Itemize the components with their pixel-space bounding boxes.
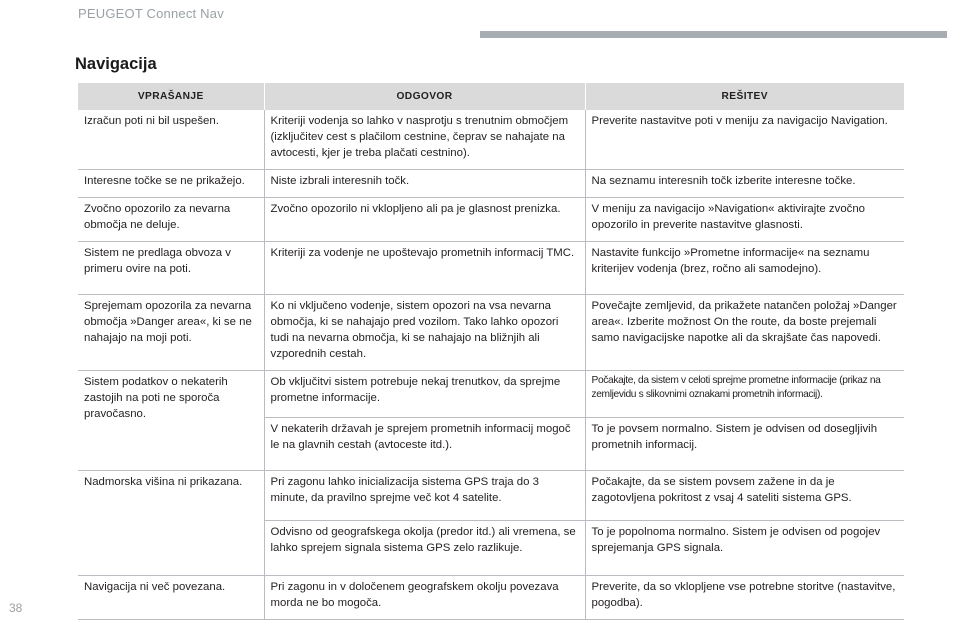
question-cell: Sistem podatkov o nekaterih zastojih na poti ne sporoča pravočasno. [78,371,264,471]
question-cell: Nadmorska višina ni prikazana. [78,471,264,576]
column-header-answer: ODGOVOR [264,83,585,110]
table-row [78,170,904,198]
question-cell: Navigacija ni več povezana. [78,576,264,620]
solution-cell: Nastavite funkcijo »Prometne informacije« na seznamu kriterijev vodenja (brez, ročno ali samodejno). [585,242,904,295]
column-header-question: VPRAŠANJE [78,83,264,110]
solution-cell: Na seznamu interesnih točk izberite interesne točke. [585,170,904,198]
answer-cell: Zvočno opozorilo ni vklopljeno ali pa je glasnost prenizka. [264,198,585,242]
solution-cell: To je povsem normalno. Sistem je odvisen od dosegljivih prometnih informacij. [585,418,904,471]
table-header-row [78,83,904,110]
solution-cell: To je popolnoma normalno. Sistem je odvisen od pogojev sprejemanja GPS signala. [585,521,904,576]
table-row [78,371,904,418]
table-row [78,110,904,170]
answer-cell: Kriteriji vodenja so lahko v nasprotju s trenutnim območjem (izključitev cest s plačilom cestnine, čeprav se nahajate na avtocesti, kjer je treba plačati cestnino). [264,110,585,170]
answer-cell: Pri zagonu in v določenem geografskem okolju povezava morda ne bo mogoča. [264,576,585,620]
answer-cell: Kriteriji za vodenje ne upoštevajo prometnih informacij TMC. [264,242,585,295]
table-row [78,576,904,620]
solution-cell: V meniju za navigacijo »Navigation« aktivirajte zvočno opozorilo in preverite nastavitve glasnosti. [585,198,904,242]
section-title: Navigacija [75,55,157,73]
answer-cell: V nekaterih državah je sprejem prometnih informacij mogoč le na glavnih cestah (avtoceste itd.). [264,418,585,471]
answer-cell: Ob vključitvi sistem potrebuje nekaj trenutkov, da sprejme prometne informacije. [264,371,585,418]
solution-cell: Povečajte zemljevid, da prikažete natančen položaj »Danger area«. Izberite možnost On the route, da boste prejemali samo navigacijske napotke ali da skrajšate čas napovedi. [585,295,904,371]
solution-cell: Preverite, da so vklopljene vse potrebne storitve (nastavitve, pogodba). [585,576,904,620]
question-cell: Sprejemam opozorila za nevarna območja »Danger area«, ki se ne nahajajo na moji poti. [78,295,264,371]
question-cell: Interesne točke se ne prikažejo. [78,170,264,198]
troubleshooting-table [78,83,904,620]
table-row [78,295,904,371]
page-number: 38 [9,601,23,615]
brand-header: PEUGEOT Connect Nav [78,6,224,21]
table-row [78,471,904,521]
answer-cell: Pri zagonu lahko inicializacija sistema GPS traja do 3 minute, da pravilno sprejme več kot 4 satelite. [264,471,585,521]
answer-cell: Odvisno od geografskega okolja (predor itd.) ali vremena, se lahko sprejem signala sistema GPS zelo razlikuje. [264,521,585,576]
header-rule [480,31,947,38]
answer-cell: Niste izbrali interesnih točk. [264,170,585,198]
table-row [78,242,904,295]
solution-cell: Preverite nastavitve poti v meniju za navigacijo Navigation. [585,110,904,170]
column-header-solution: REŠITEV [585,83,904,110]
question-cell: Izračun poti ni bil uspešen. [78,110,264,170]
solution-cell: Počakajte, da se sistem povsem zažene in da je zagotovljena pokritost z vsaj 4 sateliti sistema GPS. [585,471,904,521]
question-cell: Zvočno opozorilo za nevarna območja ne deluje. [78,198,264,242]
question-cell: Sistem ne predlaga obvoza v primeru ovire na poti. [78,242,264,295]
answer-cell: Ko ni vključeno vodenje, sistem opozori na vsa nevarna območja, ki se nahajajo pred vozilom. Tako lahko opozori tudi na nevarna območja, ki se nahajajo na bližnjih ali vzporednih cestah. [264,295,585,371]
solution-cell: Počakajte, da sistem v celoti sprejme prometne informacije (prikaz na zemljevidu s slikovnimi oznakami prometnih informacij). [585,371,904,418]
table-row [78,198,904,242]
